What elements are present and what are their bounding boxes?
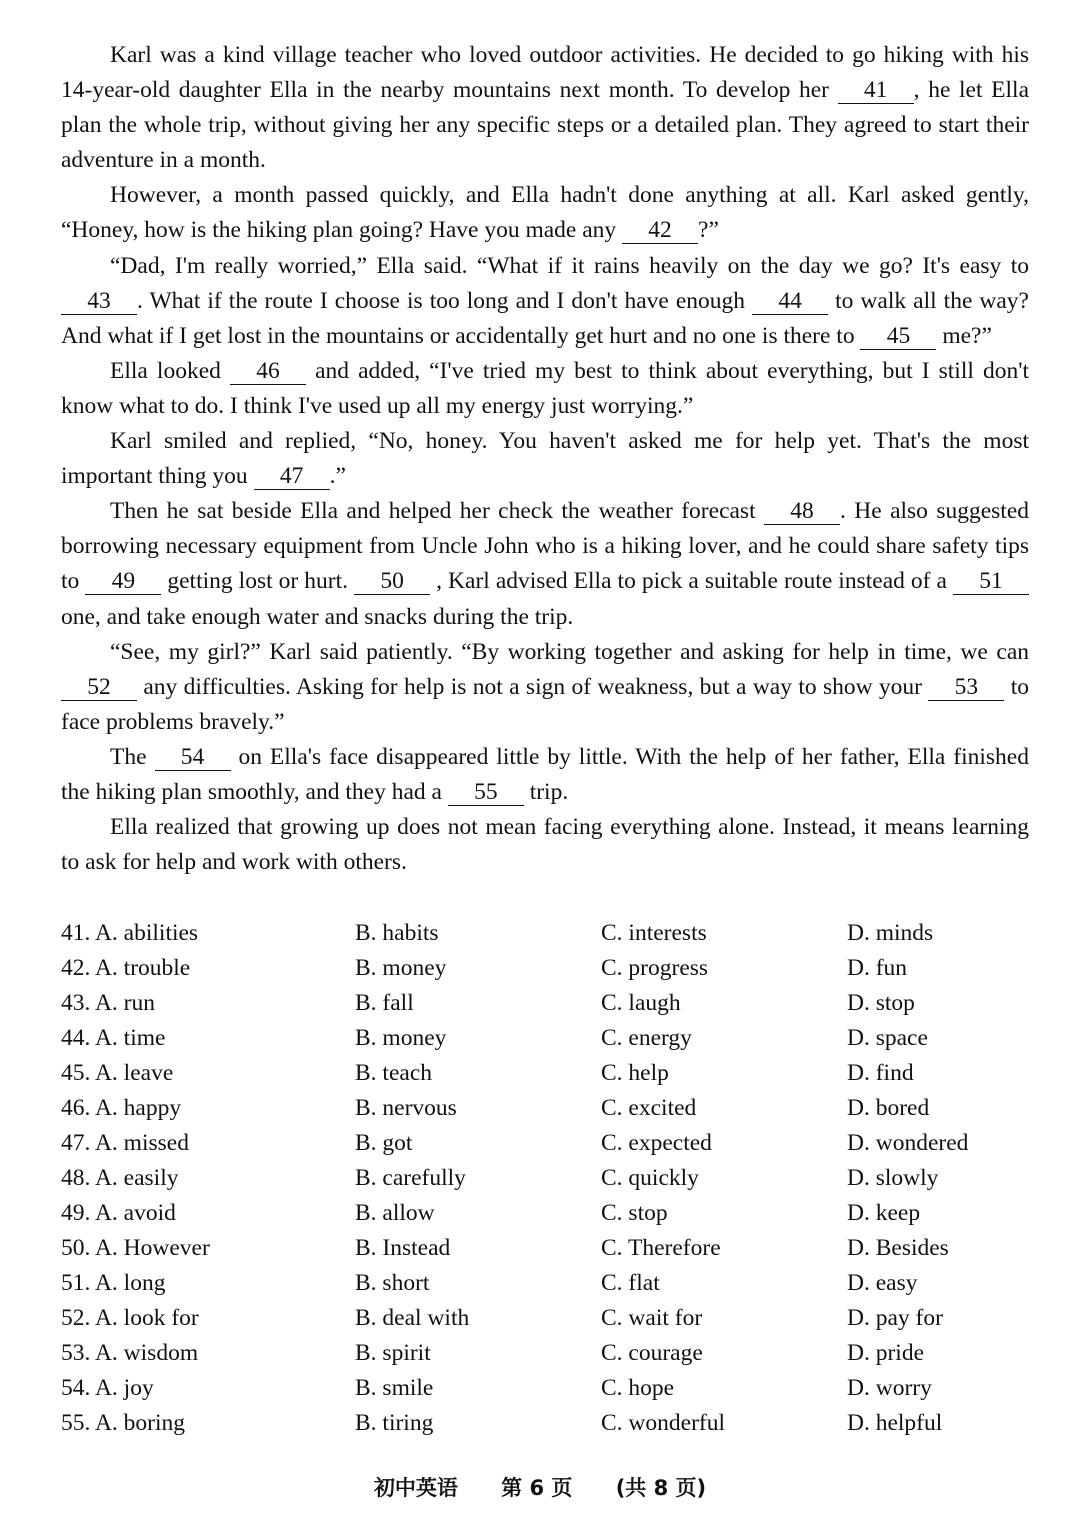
answer-blank[interactable]: 53	[928, 674, 1004, 701]
answer-blank[interactable]: 48	[764, 498, 840, 525]
passage-text: getting lost or hurt.	[161, 568, 355, 595]
passage-paragraph	[61, 354, 1029, 424]
passage-text: and added, “I've tried my best to think about everything, but I still don't know what to do. I think I've used up all my energy just worrying.”	[61, 357, 1029, 419]
passage-text: However, a month passed quickly, and Ella hadn't done anything at all. Karl asked gently, “Honey, how is the hiking plan going? Have you made any	[61, 182, 1029, 244]
footer-total-pages: (共 8 页)	[615, 1476, 707, 1500]
question-row	[61, 986, 1029, 1021]
option-b[interactable]: B. money	[355, 955, 447, 981]
option-a[interactable]: 45. A. leave	[61, 1060, 174, 1086]
answer-blank[interactable]: 43	[61, 288, 137, 315]
option-a[interactable]: 49. A. avoid	[61, 1200, 176, 1226]
option-c[interactable]: C. excited	[601, 1095, 697, 1121]
passage-text: . He also suggested borrowing necessary equipment from Uncle John who is a hiking lover, and he could share safety tips to	[61, 498, 1029, 595]
answer-blank[interactable]: 52	[61, 674, 137, 701]
option-d[interactable]: D. Besides	[847, 1235, 949, 1261]
answer-blank[interactable]: 42	[622, 217, 698, 244]
passage-text: Ella realized that growing up does not mean facing everything alone. Instead, it means learning to ask for help and work with others.	[61, 814, 1029, 876]
passage-text: Karl smiled and replied, “No, honey. You haven't asked me for help yet. That's the most important thing you	[61, 428, 1029, 490]
option-c[interactable]: C. help	[601, 1060, 669, 1086]
passage-text: , he let Ella plan the whole trip, without giving her any specific steps or a detailed plan. They agreed to start their adventure in a month.	[61, 77, 1030, 174]
option-d[interactable]: D. minds	[847, 920, 934, 946]
answer-blank[interactable]: 50	[354, 568, 430, 595]
question-row	[61, 1371, 1029, 1406]
option-d[interactable]: D. keep	[847, 1200, 921, 1226]
passage-text: .”	[329, 463, 346, 490]
passage-paragraph	[61, 424, 1029, 494]
passage-text: Karl was a kind village teacher who loved outdoor activities. He decided to go hiking with his 14-year-old daughter Ella in the nearby mountains next month. To develop her	[61, 42, 1029, 104]
option-a[interactable]: 51. A. long	[61, 1270, 166, 1296]
option-d[interactable]: D. easy	[847, 1270, 918, 1296]
passage-text: on Ella's face disappeared little by little. With the help of her father, Ella finished the hiking plan smoothly, and they had a	[61, 743, 1029, 805]
passage-paragraph	[61, 740, 1029, 810]
question-row	[61, 1091, 1029, 1126]
option-c[interactable]: C. laugh	[601, 990, 681, 1016]
option-d[interactable]: D. worry	[847, 1375, 932, 1401]
option-d[interactable]: D. helpful	[847, 1410, 943, 1436]
passage-paragraph	[61, 249, 1029, 354]
passage-text: The	[110, 743, 155, 770]
option-c[interactable]: C. expected	[601, 1130, 712, 1156]
passage-paragraph	[61, 494, 1029, 634]
answer-blank[interactable]: 41	[838, 77, 914, 104]
option-d[interactable]: D. fun	[847, 955, 908, 981]
footer-page-number: 第 6 页	[501, 1476, 573, 1500]
answer-blank[interactable]: 46	[230, 358, 306, 385]
option-d[interactable]: D. wondered	[847, 1130, 969, 1156]
passage-text: me?”	[936, 322, 992, 349]
answer-blank[interactable]: 47	[254, 463, 330, 490]
answer-blank[interactable]: 44	[752, 288, 828, 315]
option-d[interactable]: D. slowly	[847, 1165, 939, 1191]
passage-paragraph	[61, 38, 1029, 178]
option-a[interactable]: 46. A. happy	[61, 1095, 182, 1121]
question-row	[61, 1406, 1029, 1441]
option-c[interactable]: C. energy	[601, 1025, 692, 1051]
question-row	[61, 1301, 1029, 1336]
passage-text: Then he sat beside Ella and helped her check the weather forecast	[110, 498, 764, 525]
option-a[interactable]: 52. A. look for	[61, 1305, 199, 1331]
answer-blank[interactable]: 45	[860, 323, 936, 350]
passage-text: Ella looked	[110, 357, 230, 384]
answer-blank[interactable]: 51	[953, 568, 1029, 595]
passage-text: “See, my girl?” Karl said patiently. “By working together and asking for help in time, we can	[110, 638, 1029, 665]
passage-text: any difficulties. Asking for help is not a sign of weakness, but a way to show your	[137, 673, 929, 700]
passage-text: . What if the route I choose is too long and I don't have enough	[137, 287, 753, 314]
answer-blank[interactable]: 54	[155, 744, 231, 771]
option-b[interactable]: B. got	[355, 1130, 413, 1156]
question-row	[61, 1126, 1029, 1161]
option-d[interactable]: D. find	[847, 1060, 914, 1086]
option-b[interactable]: B. allow	[355, 1200, 435, 1226]
footer-subject: 初中英语	[373, 1476, 458, 1500]
option-b[interactable]: B. short	[355, 1270, 430, 1296]
option-d[interactable]: D. stop	[847, 990, 915, 1016]
passage-text: , Karl advised Ella to pick a suitable route instead of a	[430, 568, 954, 595]
option-b[interactable]: B. habits	[355, 920, 439, 946]
passage-text: trip.	[523, 778, 569, 805]
question-row	[61, 1021, 1029, 1056]
option-b[interactable]: B. tiring	[355, 1410, 434, 1436]
option-a[interactable]: 41. A. abilities	[61, 920, 199, 946]
question-row	[61, 1336, 1029, 1371]
passage-text: to face problems bravely.”	[61, 673, 1029, 735]
question-row	[61, 951, 1029, 986]
option-d[interactable]: D. space	[847, 1025, 928, 1051]
passage-text: to walk all the way? And what if I get lost in the mountains or accidentally get hurt and no one is there to	[61, 287, 1029, 349]
option-a[interactable]: 50. A. However	[61, 1235, 210, 1261]
question-options	[61, 916, 1029, 1441]
option-c[interactable]: C. courage	[601, 1340, 703, 1366]
option-b[interactable]: B. fall	[355, 990, 414, 1016]
option-c[interactable]: C. wonderful	[601, 1410, 726, 1436]
question-row	[61, 916, 1029, 951]
option-c[interactable]: C. stop	[601, 1200, 668, 1226]
passage-paragraph	[61, 178, 1029, 248]
passage-text: one, and take enough water and snacks during the trip.	[61, 603, 574, 630]
answer-blank[interactable]: 49	[85, 568, 161, 595]
option-c[interactable]: C. progress	[601, 955, 709, 981]
question-row	[61, 1056, 1029, 1091]
option-b[interactable]: B. spirit	[355, 1340, 431, 1366]
question-row	[61, 1196, 1029, 1231]
option-b[interactable]: B. smile	[355, 1375, 434, 1401]
option-b[interactable]: B. money	[355, 1025, 447, 1051]
option-a[interactable]: 53. A. wisdom	[61, 1340, 199, 1366]
option-a[interactable]: 42. A. trouble	[61, 955, 191, 981]
option-c[interactable]: C. Therefore	[601, 1235, 721, 1261]
passage-paragraph	[61, 810, 1029, 880]
question-row	[61, 1231, 1029, 1266]
option-b[interactable]: B. carefully	[355, 1165, 466, 1191]
page-footer	[0, 1472, 1080, 1502]
option-a[interactable]: 55. A. boring	[61, 1410, 186, 1436]
passage-paragraph	[61, 635, 1029, 740]
option-d[interactable]: D. pay for	[847, 1305, 943, 1331]
option-b[interactable]: B. Instead	[355, 1235, 451, 1261]
option-d[interactable]: D. pride	[847, 1340, 925, 1366]
answer-blank[interactable]: 55	[448, 779, 524, 806]
option-c[interactable]: C. quickly	[601, 1165, 699, 1191]
option-a[interactable]: 48. A. easily	[61, 1165, 179, 1191]
passage-text: “Dad, I'm really worried,” Ella said. “What if it rains heavily on the day we go? It's easy to	[110, 252, 1029, 279]
cloze-passage	[61, 38, 1029, 880]
option-a[interactable]: 44. A. time	[61, 1025, 166, 1051]
option-b[interactable]: B. teach	[355, 1060, 432, 1086]
option-c[interactable]: C. flat	[601, 1270, 660, 1296]
option-b[interactable]: B. nervous	[355, 1095, 457, 1121]
question-row	[61, 1161, 1029, 1196]
option-a[interactable]: 43. A. run	[61, 990, 155, 1016]
question-row	[61, 1266, 1029, 1301]
option-b[interactable]: B. deal with	[355, 1305, 470, 1331]
option-c[interactable]: C. hope	[601, 1375, 675, 1401]
option-a[interactable]: 54. A. joy	[61, 1375, 154, 1401]
option-a[interactable]: 47. A. missed	[61, 1130, 189, 1156]
passage-text: ?”	[698, 217, 719, 244]
option-c[interactable]: C. wait for	[601, 1305, 703, 1331]
option-c[interactable]: C. interests	[601, 920, 707, 946]
option-d[interactable]: D. bored	[847, 1095, 930, 1121]
